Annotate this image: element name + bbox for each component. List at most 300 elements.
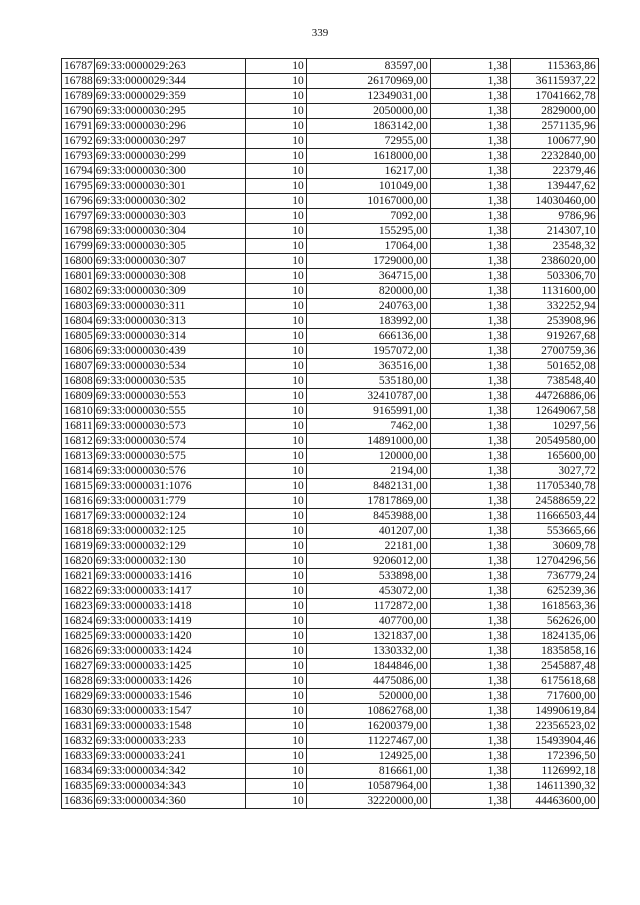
computed-value-cell: 165600,00	[510, 449, 598, 464]
computed-value-cell: 30609,78	[510, 539, 598, 554]
computed-value-cell: 115363,86	[510, 59, 598, 74]
coefficient-cell: 1,38	[430, 89, 510, 104]
computed-value-cell: 919267,68	[510, 329, 598, 344]
category-code-cell: 10	[245, 179, 306, 194]
category-code-cell: 10	[245, 284, 306, 299]
category-code-cell: 10	[245, 749, 306, 764]
category-code-cell: 10	[245, 224, 306, 239]
row-number-cell: 16797	[62, 209, 95, 224]
row-number-cell: 16787	[62, 59, 95, 74]
computed-value-cell: 23548,32	[510, 239, 598, 254]
computed-value-cell: 15493904,46	[510, 734, 598, 749]
row-number-cell: 16799	[62, 239, 95, 254]
computed-value-cell: 2700759,36	[510, 344, 598, 359]
cadastral-number-cell: 69:33:0000030:439	[94, 344, 245, 359]
computed-value-cell: 100677,90	[510, 134, 598, 149]
row-number-cell: 16790	[62, 104, 95, 119]
area-value-cell: 820000,00	[306, 284, 430, 299]
cadastral-number-cell: 69:33:0000033:1416	[94, 569, 245, 584]
category-code-cell: 10	[245, 509, 306, 524]
table-row	[62, 254, 599, 269]
area-value-cell: 535180,00	[306, 374, 430, 389]
cadastral-number-cell: 69:33:0000034:343	[94, 779, 245, 794]
computed-value-cell: 6175618,68	[510, 674, 598, 689]
cadastral-number-cell: 69:33:0000033:1420	[94, 629, 245, 644]
category-code-cell: 10	[245, 764, 306, 779]
cadastral-number-cell: 69:33:0000030:314	[94, 329, 245, 344]
row-number-cell: 16795	[62, 179, 95, 194]
area-value-cell: 10167000,00	[306, 194, 430, 209]
row-number-cell: 16832	[62, 734, 95, 749]
cadastral-number-cell: 69:33:0000030:575	[94, 449, 245, 464]
table-row	[62, 704, 599, 719]
area-value-cell: 120000,00	[306, 449, 430, 464]
row-number-cell: 16827	[62, 659, 95, 674]
area-value-cell: 17817869,00	[306, 494, 430, 509]
cadastral-number-cell: 69:33:0000032:129	[94, 539, 245, 554]
area-value-cell: 9206012,00	[306, 554, 430, 569]
row-number-cell: 16833	[62, 749, 95, 764]
table-row	[62, 239, 599, 254]
table-row	[62, 104, 599, 119]
computed-value-cell: 12649067,58	[510, 404, 598, 419]
category-code-cell: 10	[245, 644, 306, 659]
category-code-cell: 10	[245, 329, 306, 344]
cadastral-number-cell: 69:33:0000033:1424	[94, 644, 245, 659]
computed-value-cell: 625239,36	[510, 584, 598, 599]
coefficient-cell: 1,38	[430, 104, 510, 119]
area-value-cell: 407700,00	[306, 614, 430, 629]
category-code-cell: 10	[245, 254, 306, 269]
cadastral-number-cell: 69:33:0000030:534	[94, 359, 245, 374]
cadastral-number-cell: 69:33:0000033:241	[94, 749, 245, 764]
table-row	[62, 509, 599, 524]
category-code-cell: 10	[245, 419, 306, 434]
area-value-cell: 1330332,00	[306, 644, 430, 659]
table-row	[62, 344, 599, 359]
cadastral-number-cell: 69:33:0000031:1076	[94, 479, 245, 494]
coefficient-cell: 1,38	[430, 209, 510, 224]
computed-value-cell: 24588659,22	[510, 494, 598, 509]
cadastral-number-cell: 69:33:0000030:535	[94, 374, 245, 389]
area-value-cell: 7462,00	[306, 419, 430, 434]
row-number-cell: 16804	[62, 314, 95, 329]
area-value-cell: 124925,00	[306, 749, 430, 764]
row-number-cell: 16807	[62, 359, 95, 374]
cadastral-number-cell: 69:33:0000033:1425	[94, 659, 245, 674]
category-code-cell: 10	[245, 239, 306, 254]
row-number-cell: 16802	[62, 284, 95, 299]
row-number-cell: 16812	[62, 434, 95, 449]
coefficient-cell: 1,38	[430, 134, 510, 149]
table-row	[62, 314, 599, 329]
table-row	[62, 479, 599, 494]
computed-value-cell: 503306,70	[510, 269, 598, 284]
cadastral-number-cell: 69:33:0000030:304	[94, 224, 245, 239]
area-value-cell: 10587964,00	[306, 779, 430, 794]
coefficient-cell: 1,38	[430, 569, 510, 584]
computed-value-cell: 332252,94	[510, 299, 598, 314]
area-value-cell: 1729000,00	[306, 254, 430, 269]
computed-value-cell: 14611390,32	[510, 779, 598, 794]
category-code-cell: 10	[245, 104, 306, 119]
cadastral-number-cell: 69:33:0000033:233	[94, 734, 245, 749]
table-row	[62, 164, 599, 179]
coefficient-cell: 1,38	[430, 779, 510, 794]
table-row	[62, 119, 599, 134]
coefficient-cell: 1,38	[430, 59, 510, 74]
cadastral-number-cell: 69:33:0000032:125	[94, 524, 245, 539]
category-code-cell: 10	[245, 344, 306, 359]
row-number-cell: 16793	[62, 149, 95, 164]
row-number-cell: 16808	[62, 374, 95, 389]
category-code-cell: 10	[245, 299, 306, 314]
area-value-cell: 1957072,00	[306, 344, 430, 359]
coefficient-cell: 1,38	[430, 509, 510, 524]
row-number-cell: 16829	[62, 689, 95, 704]
row-number-cell: 16835	[62, 779, 95, 794]
cadastral-number-cell: 69:33:0000033:1418	[94, 599, 245, 614]
row-number-cell: 16823	[62, 599, 95, 614]
coefficient-cell: 1,38	[430, 329, 510, 344]
table-row	[62, 764, 599, 779]
table-row	[62, 89, 599, 104]
row-number-cell: 16791	[62, 119, 95, 134]
area-value-cell: 2194,00	[306, 464, 430, 479]
coefficient-cell: 1,38	[430, 464, 510, 479]
cadastral-number-cell: 69:33:0000030:576	[94, 464, 245, 479]
row-number-cell: 16809	[62, 389, 95, 404]
cadastral-number-cell: 69:33:0000033:1546	[94, 689, 245, 704]
cadastral-number-cell: 69:33:0000030:303	[94, 209, 245, 224]
row-number-cell: 16834	[62, 764, 95, 779]
computed-value-cell: 3027,72	[510, 464, 598, 479]
category-code-cell: 10	[245, 569, 306, 584]
table-row	[62, 449, 599, 464]
area-value-cell: 32220000,00	[306, 794, 430, 809]
table-row	[62, 269, 599, 284]
cadastral-number-cell: 69:33:0000029:344	[94, 74, 245, 89]
computed-value-cell: 501652,08	[510, 359, 598, 374]
coefficient-cell: 1,38	[430, 344, 510, 359]
row-number-cell: 16836	[62, 794, 95, 809]
area-value-cell: 155295,00	[306, 224, 430, 239]
row-number-cell: 16814	[62, 464, 95, 479]
area-value-cell: 32410787,00	[306, 389, 430, 404]
table-row	[62, 74, 599, 89]
category-code-cell: 10	[245, 119, 306, 134]
coefficient-cell: 1,38	[430, 584, 510, 599]
row-number-cell: 16825	[62, 629, 95, 644]
computed-value-cell: 172396,50	[510, 749, 598, 764]
table-row	[62, 494, 599, 509]
computed-value-cell: 1824135,06	[510, 629, 598, 644]
parcel-table	[61, 58, 599, 809]
area-value-cell: 183992,00	[306, 314, 430, 329]
computed-value-cell: 1618563,36	[510, 599, 598, 614]
page-number: 339	[311, 27, 329, 39]
cadastral-number-cell: 69:33:0000030:307	[94, 254, 245, 269]
category-code-cell: 10	[245, 149, 306, 164]
computed-value-cell: 44463600,00	[510, 794, 598, 809]
computed-value-cell: 736779,24	[510, 569, 598, 584]
coefficient-cell: 1,38	[430, 179, 510, 194]
table-row	[62, 389, 599, 404]
cadastral-number-cell: 69:33:0000034:360	[94, 794, 245, 809]
area-value-cell: 9165991,00	[306, 404, 430, 419]
area-value-cell: 26170969,00	[306, 74, 430, 89]
row-number-cell: 16810	[62, 404, 95, 419]
category-code-cell: 10	[245, 554, 306, 569]
parcel-table-body	[62, 59, 599, 809]
category-code-cell: 10	[245, 539, 306, 554]
cadastral-number-cell: 69:33:0000030:301	[94, 179, 245, 194]
row-number-cell: 16811	[62, 419, 95, 434]
computed-value-cell: 10297,56	[510, 419, 598, 434]
table-row	[62, 584, 599, 599]
computed-value-cell: 14990619,84	[510, 704, 598, 719]
coefficient-cell: 1,38	[430, 599, 510, 614]
row-number-cell: 16816	[62, 494, 95, 509]
computed-value-cell: 22379,46	[510, 164, 598, 179]
cadastral-number-cell: 69:33:0000031:779	[94, 494, 245, 509]
coefficient-cell: 1,38	[430, 74, 510, 89]
category-code-cell: 10	[245, 674, 306, 689]
area-value-cell: 7092,00	[306, 209, 430, 224]
row-number-cell: 16815	[62, 479, 95, 494]
coefficient-cell: 1,38	[430, 644, 510, 659]
computed-value-cell: 738548,40	[510, 374, 598, 389]
cadastral-number-cell: 69:33:0000030:297	[94, 134, 245, 149]
area-value-cell: 12349031,00	[306, 89, 430, 104]
category-code-cell: 10	[245, 479, 306, 494]
category-code-cell: 10	[245, 374, 306, 389]
coefficient-cell: 1,38	[430, 734, 510, 749]
category-code-cell: 10	[245, 59, 306, 74]
cadastral-number-cell: 69:33:0000033:1419	[94, 614, 245, 629]
computed-value-cell: 2571135,96	[510, 119, 598, 134]
table-row	[62, 419, 599, 434]
computed-value-cell: 553665,66	[510, 524, 598, 539]
row-number-cell: 16794	[62, 164, 95, 179]
cadastral-number-cell: 69:33:0000030:308	[94, 269, 245, 284]
computed-value-cell: 17041662,78	[510, 89, 598, 104]
cadastral-number-cell: 69:33:0000034:342	[94, 764, 245, 779]
cadastral-number-cell: 69:33:0000030:574	[94, 434, 245, 449]
computed-value-cell: 253908,96	[510, 314, 598, 329]
category-code-cell: 10	[245, 524, 306, 539]
area-value-cell: 16200379,00	[306, 719, 430, 734]
table-row	[62, 569, 599, 584]
area-value-cell: 240763,00	[306, 299, 430, 314]
area-value-cell: 1863142,00	[306, 119, 430, 134]
computed-value-cell: 2386020,00	[510, 254, 598, 269]
area-value-cell: 22181,00	[306, 539, 430, 554]
coefficient-cell: 1,38	[430, 764, 510, 779]
computed-value-cell: 2829000,00	[510, 104, 598, 119]
row-number-cell: 16830	[62, 704, 95, 719]
table-row	[62, 134, 599, 149]
coefficient-cell: 1,38	[430, 119, 510, 134]
coefficient-cell: 1,38	[430, 194, 510, 209]
coefficient-cell: 1,38	[430, 164, 510, 179]
area-value-cell: 14891000,00	[306, 434, 430, 449]
computed-value-cell: 14030460,00	[510, 194, 598, 209]
category-code-cell: 10	[245, 614, 306, 629]
category-code-cell: 10	[245, 194, 306, 209]
computed-value-cell: 11705340,78	[510, 479, 598, 494]
computed-value-cell: 20549580,00	[510, 434, 598, 449]
cadastral-number-cell: 69:33:0000030:296	[94, 119, 245, 134]
area-value-cell: 401207,00	[306, 524, 430, 539]
area-value-cell: 10862768,00	[306, 704, 430, 719]
area-value-cell: 1844846,00	[306, 659, 430, 674]
coefficient-cell: 1,38	[430, 674, 510, 689]
coefficient-cell: 1,38	[430, 794, 510, 809]
row-number-cell: 16792	[62, 134, 95, 149]
category-code-cell: 10	[245, 629, 306, 644]
computed-value-cell: 11666503,44	[510, 509, 598, 524]
category-code-cell: 10	[245, 434, 306, 449]
coefficient-cell: 1,38	[430, 704, 510, 719]
area-value-cell: 453072,00	[306, 584, 430, 599]
category-code-cell: 10	[245, 209, 306, 224]
table-row	[62, 749, 599, 764]
coefficient-cell: 1,38	[430, 404, 510, 419]
cadastral-number-cell: 69:33:0000033:1426	[94, 674, 245, 689]
area-value-cell: 72955,00	[306, 134, 430, 149]
cadastral-number-cell: 69:33:0000030:555	[94, 404, 245, 419]
cadastral-number-cell: 69:33:0000032:130	[94, 554, 245, 569]
coefficient-cell: 1,38	[430, 689, 510, 704]
computed-value-cell: 139447,62	[510, 179, 598, 194]
computed-value-cell: 9786,96	[510, 209, 598, 224]
computed-value-cell: 44726886,06	[510, 389, 598, 404]
table-row	[62, 284, 599, 299]
cadastral-number-cell: 69:33:0000033:1548	[94, 719, 245, 734]
cadastral-number-cell: 69:33:0000030:573	[94, 419, 245, 434]
computed-value-cell: 1126992,18	[510, 764, 598, 779]
coefficient-cell: 1,38	[430, 359, 510, 374]
cadastral-number-cell: 69:33:0000033:1547	[94, 704, 245, 719]
table-row	[62, 149, 599, 164]
cadastral-number-cell: 69:33:0000030:313	[94, 314, 245, 329]
cadastral-number-cell: 69:33:0000030:305	[94, 239, 245, 254]
table-row	[62, 629, 599, 644]
category-code-cell: 10	[245, 704, 306, 719]
row-number-cell: 16805	[62, 329, 95, 344]
area-value-cell: 16217,00	[306, 164, 430, 179]
coefficient-cell: 1,38	[430, 419, 510, 434]
row-number-cell: 16821	[62, 569, 95, 584]
coefficient-cell: 1,38	[430, 374, 510, 389]
cadastral-number-cell: 69:33:0000033:1417	[94, 584, 245, 599]
table-row	[62, 689, 599, 704]
computed-value-cell: 12704296,56	[510, 554, 598, 569]
computed-value-cell: 562626,00	[510, 614, 598, 629]
computed-value-cell: 2232840,00	[510, 149, 598, 164]
row-number-cell: 16796	[62, 194, 95, 209]
row-number-cell: 16831	[62, 719, 95, 734]
table-row	[62, 779, 599, 794]
table-row	[62, 374, 599, 389]
category-code-cell: 10	[245, 464, 306, 479]
area-value-cell: 8453988,00	[306, 509, 430, 524]
category-code-cell: 10	[245, 314, 306, 329]
coefficient-cell: 1,38	[430, 719, 510, 734]
cadastral-number-cell: 69:33:0000032:124	[94, 509, 245, 524]
coefficient-cell: 1,38	[430, 524, 510, 539]
cadastral-number-cell: 69:33:0000030:553	[94, 389, 245, 404]
table-row	[62, 554, 599, 569]
row-number-cell: 16801	[62, 269, 95, 284]
table-row	[62, 299, 599, 314]
coefficient-cell: 1,38	[430, 239, 510, 254]
table-row	[62, 794, 599, 809]
category-code-cell: 10	[245, 794, 306, 809]
cadastral-number-cell: 69:33:0000030:300	[94, 164, 245, 179]
table-row	[62, 614, 599, 629]
category-code-cell: 10	[245, 779, 306, 794]
coefficient-cell: 1,38	[430, 269, 510, 284]
table-row	[62, 599, 599, 614]
coefficient-cell: 1,38	[430, 224, 510, 239]
area-value-cell: 520000,00	[306, 689, 430, 704]
area-value-cell: 1172872,00	[306, 599, 430, 614]
coefficient-cell: 1,38	[430, 254, 510, 269]
table-row	[62, 539, 599, 554]
computed-value-cell: 214307,10	[510, 224, 598, 239]
coefficient-cell: 1,38	[430, 614, 510, 629]
area-value-cell: 816661,00	[306, 764, 430, 779]
coefficient-cell: 1,38	[430, 449, 510, 464]
area-value-cell: 83597,00	[306, 59, 430, 74]
area-value-cell: 11227467,00	[306, 734, 430, 749]
table-row	[62, 659, 599, 674]
table-row	[62, 464, 599, 479]
row-number-cell: 16819	[62, 539, 95, 554]
category-code-cell: 10	[245, 719, 306, 734]
row-number-cell: 16789	[62, 89, 95, 104]
computed-value-cell: 1835858,16	[510, 644, 598, 659]
category-code-cell: 10	[245, 164, 306, 179]
table-row	[62, 674, 599, 689]
coefficient-cell: 1,38	[430, 539, 510, 554]
cadastral-number-cell: 69:33:0000029:359	[94, 89, 245, 104]
category-code-cell: 10	[245, 269, 306, 284]
area-value-cell: 1618000,00	[306, 149, 430, 164]
category-code-cell: 10	[245, 449, 306, 464]
category-code-cell: 10	[245, 89, 306, 104]
category-code-cell: 10	[245, 734, 306, 749]
computed-value-cell: 717600,00	[510, 689, 598, 704]
category-code-cell: 10	[245, 689, 306, 704]
table-row	[62, 434, 599, 449]
coefficient-cell: 1,38	[430, 629, 510, 644]
computed-value-cell: 2545887,48	[510, 659, 598, 674]
category-code-cell: 10	[245, 359, 306, 374]
coefficient-cell: 1,38	[430, 494, 510, 509]
coefficient-cell: 1,38	[430, 479, 510, 494]
category-code-cell: 10	[245, 659, 306, 674]
cadastral-number-cell: 69:33:0000030:309	[94, 284, 245, 299]
cadastral-number-cell: 69:33:0000030:311	[94, 299, 245, 314]
cadastral-number-cell: 69:33:0000030:302	[94, 194, 245, 209]
row-number-cell: 16820	[62, 554, 95, 569]
row-number-cell: 16798	[62, 224, 95, 239]
category-code-cell: 10	[245, 404, 306, 419]
row-number-cell: 16813	[62, 449, 95, 464]
